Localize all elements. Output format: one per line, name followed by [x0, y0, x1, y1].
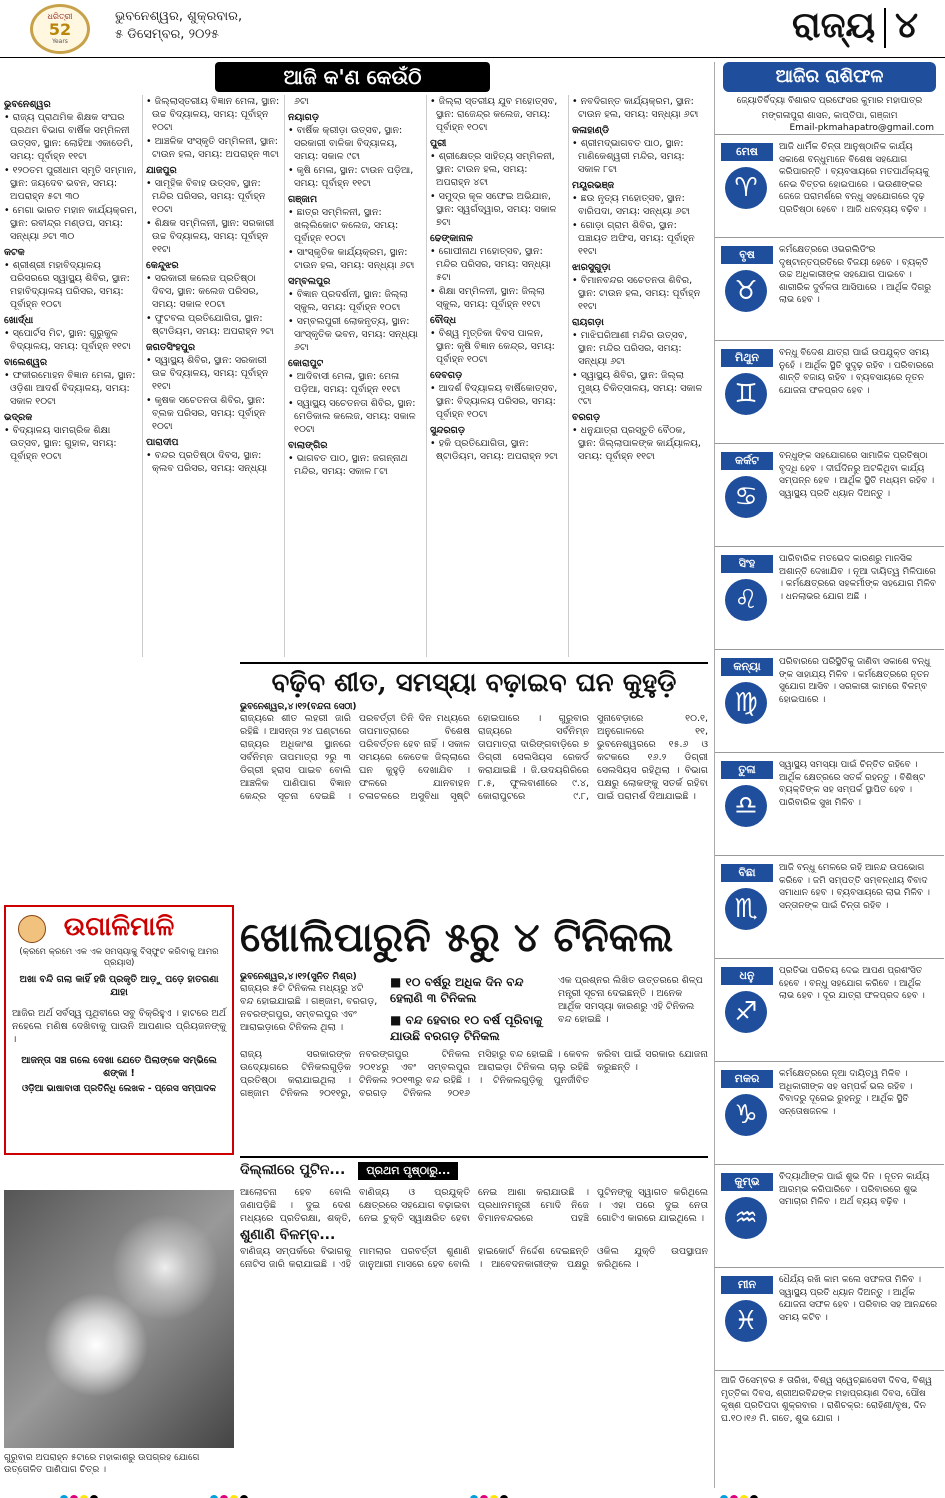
story-court-subhead: ଶୁଣାଣି ବିଳମ୍ବ...: [240, 1227, 336, 1243]
horoscope-item: [715, 443, 944, 546]
continued-tag: ପ୍ରଥମ ପୃଷ୍ଠାରୁ...: [358, 1162, 458, 1180]
story-tinnical-body: ରାଜ୍ୟ ସରକାରଙ୍କ ଉଦ୍ୟୋଗରେ ଟିନିକଲଗୁଡ଼ିକ ପ୍ରତିଷ୍ଠା କରାଯାଇଥିଲା । ଗଞ୍ଜାମ ଟିନିକଲ ୨୦୧୧ରୁ, ନବରଙ୍ଗପୁର ଟିନିକଲ ୨୦୧୪ରୁ ଏବଂ ସମ୍ବଲପୁର ଟିନିକଲ ୨୦୧୩ରୁ ବନ୍ଦ ରହିଛି । ବରଗଡ଼ ଟିନିକଲ ୨୦୧୬ ମସିହାରୁ ବନ୍ଦ ହୋଇଛି । କେବଳ ଆରାଇଡ଼ା ଟିନିକଲ ଚାଲୁ ରହିଛି । ଟିନିକଲଗୁଡ଼ିକୁ ପୁନର୍ଜୀବିତ କରିବା ପାଇଁ ସରକାର ଯୋଜନା କରୁଛନ୍ତି ।: [240, 1049, 708, 1099]
masthead: [0, 0, 945, 58]
horoscope-panel: [714, 62, 944, 1488]
event-item: • ସରକାରୀ କଲେଜ ପ୍ରତିଷ୍ଠା ଦିବସ, ସ୍ଥାନ: କଲେଜ ପରିସର, ସମୟ: ସକାଳ ୧୦ଟା: [146, 273, 259, 310]
event-item: • ଛାତ୍ର ସମ୍ମିଳନୀ, ସ୍ଥାନ: ଖଲ୍ଲିକୋଟ କଲେଜ, ସମୟ: ପୂର୍ବାହ୍ନ ୧୦ଟା: [288, 207, 399, 244]
satellite-caption: ଗୁରୁବାର ଅପରାହ୍ନ ୫ଟାରେ ମହାକାଶରୁ ଉପଗ୍ରହ ଯୋଗେ ଉତ୍ତୋଳିତ ପାଣିପାଗ ଚିତ୍ର ।: [4, 1453, 200, 1475]
event-item: • ସମୁଦ୍ର କୂଳ ସଫେଇ ଅଭିଯାନ, ସ୍ଥାନ: ସ୍ୱର୍ଗଦ୍ୱାର, ସମୟ: ସକାଳ ୭ଟା: [430, 191, 557, 228]
zodiac-sign-label: ମିଥୁନ: [721, 349, 773, 367]
event-item: • ବିଦ୍ୟାଳୟ ସାମଗ୍ରିକ ଶିକ୍ଷା ଉତ୍ସବ, ସ୍ଥାନ: ଗୁହାଳ, ସମୟ: ପୂର୍ବାହ୍ନ ୧୦ଟା: [4, 425, 117, 462]
event-city-heading: ଢେଙ୍କାନାଳ: [430, 233, 473, 244]
horoscope-text: ଆଜି ଧାର୍ମିକ ଚିନ୍ତା ଆନୁଷ୍ଠାନିକ କାର୍ଯ୍ୟ ସକାଶେ ବନ୍ଧୁମାନେ ବିଶେଷ ସହଯୋଗ କରିପାରନ୍ତି । ବ୍ୟବସାୟରେ ମତପାର୍ଥକ୍ୟକୁ ନେଇ ବିତ୍ତର ହୋଇପାରେ । ଭଉଣୀଙ୍କର ଜେଜେ ପରାମର୍ଶରେ ବନ୍ଧୁ ସହଯୋଗରେ ଦୃଢ଼ ପ୍ରତିଷ୍ଠା ହେବେ । ଆଜି ଧନବ୍ୟୟ ବଢ଼ିବ ।: [779, 142, 930, 215]
event-item: • ଶ୍ରୀକ୍ଷେତ୍ର ସାହିତ୍ୟ ସମ୍ମିଳନୀ, ସ୍ଥାନ: ଟାଉନ ହଲ, ସମୟ: ଅପରାହ୍ନ ୪ଟା: [430, 151, 555, 188]
horoscope-text: ପ୍ରତିଭା ପରିଚୟ ଦେଇ ଆପଣ ପ୍ରଶଂସିତ ହେବେ । ବନ୍ଧୁ ସହଯୋଗ କରିବେ । ଆର୍ଥିକ ଲାଭ ହେବ । ଦୂର ଯାତ୍ରା ଫଳପ୍ରଦ ହେବ ।: [779, 966, 925, 1001]
zodiac-sign-label: ମକର: [721, 1070, 773, 1088]
page-number: ୪: [895, 4, 919, 46]
section-title: ରାଜ୍ୟ: [792, 4, 876, 46]
registration-dot-group: [720, 1488, 760, 1498]
event-item: • ଶ୍ରୀମଦ୍ଭାଗବତ ପାଠ, ସ୍ଥାନ: ମାଣିକେଶ୍ୱରୀ ମନ୍ଦିର, ସମୟ: ସକାଳ ୮ଟା: [572, 138, 685, 175]
event-city-heading: ଜଗତସିଂହପୁର: [146, 342, 196, 353]
horoscope-item: [715, 546, 944, 649]
story-winter-fog: [240, 662, 708, 902]
event-city-heading: ଯାଜପୁର: [146, 165, 177, 176]
satellite-weather-image: [4, 1190, 234, 1448]
horoscope-item: [715, 649, 944, 752]
event-city-heading: ସୁନ୍ଦରଗଡ଼: [430, 425, 465, 436]
horoscope-text: ବିଦ୍ୟାର୍ଥୀଙ୍କ ପାଇଁ ଶୁଭ ଦିନ । ନୂତନ କାର୍ଯ୍ୟ ଆରମ୍ଭ କରିପାରିବେ । ପରିବାରରେ ଶୁଭ ସମାଚାର ମିଳିବ । ଅର୍ଥ ବ୍ୟୟ ବଢ଼ିବ ।: [779, 1172, 930, 1207]
astrologer-address: ମଙ୍ଗଳାପୁରା ଶାସନ, କାପ୍ତିପା, ଗଞ୍ଜାମ: [761, 111, 898, 121]
horoscope-text: ବନ୍ଧୁଙ୍କ ସହଯୋଗରେ ସାମାଜିକ ପ୍ରତିଷ୍ଠା ବୃଦ୍ଧି ହେବ । ଦୀର୍ଘଦିନରୁ ଅଟକିଥିବା କାର୍ଯ୍ୟ ସମ୍ପନ୍ନ ହେବ । ଆର୍ଥିକ ସ୍ଥିତି ମଧ୍ୟମ ରହିବ । ସ୍ୱାସ୍ଥ୍ୟ ପ୍ରତି ଧ୍ୟାନ ଦିଅନ୍ତୁ ।: [779, 451, 935, 499]
event-item: • ଜିଲ୍ଲାସ୍ତରୀୟ ବିଜ୍ଞାନ ମେଳା, ସ୍ଥାନ: ଉଚ୍ଚ ବିଦ୍ୟାଳୟ, ସମୟ: ପୂର୍ବାହ୍ନ ୧୦ଟା: [146, 96, 280, 133]
ugali-mali-subtitle: (କ୍ରମେ କ୍ରମେ ଏକ ଏକ ସମସ୍ୟାକୁ ବିସ୍ଫୁଟ କରିବାକୁ ଆମର ପ୍ରୟାସ): [19, 947, 219, 968]
event-city-heading: ସମ୍ବଲପୁର: [288, 276, 331, 287]
event-item: • ସ୍ୱାସ୍ଥ୍ୟ ସଚେତନତା ଶିବିର, ସ୍ଥାନ: ମେଡିକାଲ କଲେଜ, ସମୟ: ସକାଳ ୧୦ଟା: [288, 398, 416, 435]
registration-dot-group: [60, 1488, 100, 1498]
story-tinnical-highlights: [390, 974, 550, 1050]
event-city-heading: ଗଞ୍ଜାମ: [288, 194, 318, 205]
print-registration-marks: [0, 1488, 945, 1498]
event-item: • ଭାଗବତ ପାଠ, ସ୍ଥାନ: ଜଗନ୍ନାଥ ମନ୍ଦିର, ସମୟ: ସକାଳ ୮ଟା: [288, 453, 408, 477]
story-putin-body: ଆଲୋଚନା ହେବ ବୋଲି ଜଣାପଡ଼ିଛି । ଦୁଇ ଦେଶ ମଧ୍ୟରେ ପ୍ରତିରକ୍ଷା, ଶକ୍ତି, ବାଣିଜ୍ୟ ଓ ପ୍ରଯୁକ୍ତି କ୍ଷେତ୍ରରେ ସହଯୋଗ ବଢ଼ାଇବା ନେଇ ଚୁକ୍ତି ସ୍ୱାକ୍ଷରିତ ହେବା ନେଇ ଆଶା କରାଯାଉଛି । ପ୍ରଧାନମନ୍ତ୍ରୀ ମୋଦି ନିଜେ ବିମାନବନ୍ଦରରେ ପହଞ୍ଚି ପୁଟିନଙ୍କୁ ସ୍ୱାଗତ କରିଥିଲେ । ଏହା ପରେ ଦୁଇ ନେତା ଗୋଟିଏ କାରରେ ଯାଇଥିଲେ ।: [240, 1187, 708, 1224]
event-city-heading: ବରଗଡ଼: [572, 412, 601, 423]
event-city-heading: କଳାହାଣ୍ଡି: [572, 125, 610, 136]
event-city-heading: ଝାରସୁଗୁଡ଼ା: [572, 262, 611, 273]
cartoon-face-icon: [18, 915, 46, 943]
horoscope-item: [715, 958, 944, 1061]
zodiac-sign-label: ଧନୁ: [721, 967, 773, 985]
event-item: • ଶ୍ରୀଶ୍ରୀ ମହାବିଦ୍ୟାଳୟ ପରିସରରେ ସ୍ୱାସ୍ଥ୍ୟ ଶିବିର, ସ୍ଥାନ: ମହାବିଦ୍ୟାଳୟ ପରିସର, ସମୟ: ପୂର୍ବାହ୍ନ ୧୦ଟା: [4, 260, 130, 310]
event-city-heading: ବୌଦ୍ଧ: [430, 315, 457, 326]
event-city-heading: ଭୁବନେଶ୍ୱର: [4, 99, 51, 110]
event-city-heading: କଟକ: [4, 247, 25, 258]
horoscope-item: [715, 1267, 944, 1370]
horoscope-item: [715, 1164, 944, 1267]
logo-years: Years: [52, 38, 68, 45]
event-item: • ସମ୍ବଲପୁରୀ ଲୋକନୃତ୍ୟ, ସ୍ଥାନ: ସାଂସ୍କୃତିକ ଭବନ, ସମୟ: ସନ୍ଧ୍ୟା ୬ଟା: [288, 316, 418, 353]
zodiac-symbol-icon: ♈: [725, 167, 767, 209]
astrologer-email[interactable]: Email-pkmahapatro@gmail.com: [789, 123, 934, 133]
event-item: • ୧୨୦ତମ ପୁରୀଧାମ ସ୍ମୃତି ସମ୍ମାନ, ସ୍ଥାନ: ଜୟଦେବ ଭବନ, ସମୟ: ଅପରାହ୍ନ ୫ଟା ୩୦: [4, 165, 137, 202]
story-winter-fog-headline[interactable]: ବଢ଼ିବ ଶୀତ, ସମସ୍ୟା ବଢ଼ାଇବ ଘନ କୁହୁଡ଼ି: [271, 668, 677, 698]
event-city-heading: କେନ୍ଦୁଝର: [146, 260, 179, 271]
zodiac-symbol-icon: ♑: [725, 1094, 767, 1136]
newspaper-logo: [30, 4, 90, 54]
story-winter-fog-byline: ଭୁବନେଶ୍ୱର,୪।୧୨(ବନ୍ଦନା ସେଠୀ): [240, 702, 357, 712]
zodiac-symbol-icon: ♊: [725, 373, 767, 415]
event-item: • ବାର୍ଷିକ କ୍ରୀଡ଼ା ଉତ୍ସବ, ସ୍ଥାନ: ସରକାରୀ ବାଳିକା ବିଦ୍ୟାଳୟ, ସମୟ: ସକାଳ ୯ଟା: [288, 125, 403, 162]
horoscope-text: ସ୍ୱାସ୍ଥ୍ୟ ସମସ୍ୟା ପାଇଁ ଚିନ୍ତିତ ରହିବେ । ଆର୍ଥିକ କ୍ଷେତ୍ରରେ ସତର୍କ ରହନ୍ତୁ । ବିଶିଷ୍ଟ ବ୍ୟକ୍ତିଙ୍କ ସହ ସମ୍ପର୍କ ସ୍ଥାପିତ ହେବ । ପାରିବାରିକ ସୁଖ ମିଳିବ ।: [779, 760, 926, 808]
event-city-heading: ଭଦ୍ରକ: [4, 412, 33, 423]
event-city-heading: ରାୟଗଡ଼ା: [572, 317, 604, 328]
page-divider: [884, 8, 886, 48]
zodiac-symbol-icon: ♌: [725, 579, 767, 621]
event-item: • ଛଉ ନୃତ୍ୟ ମହୋତ୍ସବ, ସ୍ଥାନ: ବାରିପଦା, ସମୟ: ସନ୍ଧ୍ୟା ୬ଟା: [572, 193, 690, 217]
event-item: • ମାଝିଘରିଆଣୀ ମନ୍ଦିର ଉତ୍ସବ, ସ୍ଥାନ: ମନ୍ଦିର ପରିସର, ସମୟ: ସନ୍ଧ୍ୟା ୬ଟା: [572, 330, 688, 367]
horoscope-text: କର୍ମକ୍ଷେତ୍ରରେ ଓଭରଲିଡିଂର ଦୃଷ୍ଟାନ୍ତପ୍ରତିରେ ବିଜୟୀ ହେବେ । ବ୍ୟକ୍ତି ଉଚ୍ଚ ଅଧିକାରୀଙ୍କ ସହଯୋଗ ପାଇବେ । ଶାରୀରିକ ଦୁର୍ବଳତା ଆସିପାରେ । ଆର୍ଥିକ ଦିଗରୁ ଲାଭ ହେବ ।: [779, 245, 932, 305]
story-winter-fog-body: ରାଜ୍ୟରେ ଶୀତ ଲହରୀ ଜାରି ରହିଛି । ଆସନ୍ତା ୨୪ ଘଣ୍ଟାରେ ରାଜ୍ୟର ଅଧିକାଂଶ ସ୍ଥାନରେ ସର୍ବନିମ୍ନ ତାପମାତ୍ରା ୨ରୁ ୩ ଡିଗ୍ରୀ ହ୍ରାସ ପାଇବ ବୋଲି ଆଞ୍ଚଳିକ ପାଣିପାଗ ବିଜ୍ଞାନ କେନ୍ଦ୍ର ସୂଚନା ଦେଇଛି । ପରବର୍ତ୍ତୀ ତିନି ଦିନ ମଧ୍ୟରେ ତାପମାତ୍ରାରେ ବିଶେଷ ପରିବର୍ତ୍ତନ ହେବ ନାହିଁ । ସକାଳ ସମୟରେ କେତେକ ଜିଲ୍ଲାରେ ଘନ କୁହୁଡ଼ି ଦେଖାଯିବ । ଫଳରେ ଯାନବାହନ ଚଳାଚଳରେ ଅସୁବିଧା ସୃଷ୍ଟି ହୋଇପାରେ । ଗୁରୁବାର ରାଜ୍ୟରେ ସର୍ବନିମ୍ନ ତାପମାତ୍ରା ଦାରିଙ୍ଗବାଡ଼ିରେ ୭ ଡିଗ୍ରୀ ସେଲସିୟସ ରେକର୍ଡ କରାଯାଇଛି । ଜି.ଉଦୟଗିରିରେ ୮.୫, ଫୁଲବାଣୀରେ ୯.୪, କୋରାପୁଟରେ ୯.୮, ସୁନାବେଡ଼ାରେ ୧୦.୧, ଅନୁଗୋଳରେ ୧୧, ଭୁବନେଶ୍ୱରରେ ୧୫.୬ ଓ କଟକରେ ୧୬.୨ ଡିଗ୍ରୀ ସେଲସିୟସ ରହିଥିଲା । ବିଭାଗ ପକ୍ଷରୁ ଲୋକଙ୍କୁ ସତର୍କ ରହିବା ପାଇଁ ପରାମର୍ଶ ଦିଆଯାଇଛି ।: [240, 713, 708, 802]
registration-dot-group: [210, 1488, 250, 1498]
zodiac-symbol-icon: ♋: [725, 476, 767, 518]
horoscope-text: କର୍ମକ୍ଷେତ୍ରରେ ନୂଆ ଦାୟିତ୍ୱ ମିଳିବ । ଅଧିକାରୀଙ୍କ ସହ ସମ୍ପର୍କ ଭଲ ରହିବ । ବିବାଦରୁ ଦୂରେଇ ରୁହନ୍ତୁ । ଆର୍ଥିକ ସ୍ଥିତି ସନ୍ତୋଷଜନକ ।: [779, 1069, 913, 1117]
event-item: • ଗୋଡ଼ା ଗ୍ରାମ ଶିବିର, ସ୍ଥାନ: ପଞ୍ଚାୟତ ଅଫିସ, ସମୟ: ପୂର୍ବାହ୍ନ ୧୧ଟା: [572, 220, 695, 257]
zodiac-symbol-icon: ♉: [725, 270, 767, 312]
event-item: • ଗୋପୀନାଥ ମହୋତ୍ସବ, ସ୍ଥାନ: ମନ୍ଦିର ପରିସର, ସମୟ: ସନ୍ଧ୍ୟା ୫ଟା: [430, 246, 551, 283]
horoscope-text: ପରିବାରରେ ପରିସ୍ଥିତିକୁ ଜାଣିବା ସକାଶେ ବନ୍ଧୁ ଙ୍କ ସାହାଯ୍ୟ ମିଳିବ । କର୍ମକ୍ଷେତ୍ରରେ ନୂତନ ସୁଯୋଗ ଆସିବ । ସରକାରୀ କାମରେ ବିଳମ୍ବ ହୋଇପାରେ ।: [779, 657, 931, 705]
horoscope-list: [715, 134, 944, 1370]
event-item: • ସ୍ୱାସ୍ଥ୍ୟ ଶିବିର, ସ୍ଥାନ: ଜିଲ୍ଲା ମୁଖ୍ୟ ଚିକିତ୍ସାଳୟ, ସମୟ: ସକାଳ ୯ଟା: [572, 370, 703, 407]
story-tinnical: [240, 908, 708, 1153]
event-item: • ଫକୀରମୋହନ ବିଜ୍ଞାନ ମେଳା, ସ୍ଥାନ: ଓଡ଼ିଶା ଆଦର୍ଶ ବିଦ୍ୟାଳୟ, ସମୟ: ସକାଳ ୧୦ଟା: [4, 370, 136, 407]
ugali-mali-title: ଉଗାଳିମାଳି: [63, 912, 175, 942]
story-court-body: ବାଣିଜ୍ୟ ସମ୍ପର୍କରେ ବିଭାଗକୁ ନୋଟିସ ଜାରି କରାଯାଇଛି । ଏହି ମାମଲାର ପରବର୍ତ୍ତୀ ଶୁଣାଣି ଜାନୁଆରୀ ମାସରେ ହେବ ବୋଲି ହାଇକୋର୍ଟ ନିର୍ଦ୍ଦେଶ ଦେଇଛନ୍ତି । ଆବେଦନକାରୀଙ୍କ ପକ୍ଷରୁ ଓକିଲ ଯୁକ୍ତି ଉପସ୍ଥାପନ କରିଥିଲେ ।: [240, 1246, 708, 1270]
event-city-heading: ପାରାଦୀପ: [146, 437, 179, 448]
event-item: • ସ୍ପୋର୍ଟସ ମିଟ, ସ୍ଥାନ: ଗୁରୁକୁଳ ବିଦ୍ୟାଳୟ, ସମୟ: ପୂର୍ବାହ୍ନ ୧୧ଟା: [4, 328, 131, 352]
ugali-mali-text: ଆଜିର ଅର୍ଥ ସର୍ବସ୍ୱ ପୃଥିବୀରେ ସବୁ ବିକ୍ରିହୁଏ । ହାଟରେ ଅର୍ଥ ନହେଲେ ମଣିଷ ଦେଖିବାକୁ ପାଉନି ଆପଣାର ପ୍ରିୟଜନଙ୍କୁ ।: [12, 1008, 226, 1045]
horoscope-item: [715, 134, 944, 237]
event-item: • ବିମାନବନ୍ଦର ସଚେତନତା ଶିବିର, ସ୍ଥାନ: ଟାଉନ ହଲ, ସମୟ: ପୂର୍ବାହ୍ନ ୧୧ଟା: [572, 275, 701, 312]
event-item: • ଜିଲ୍ଲା ସ୍ତରୀୟ ଯୁବ ମହୋତ୍ସବ, ସ୍ଥାନ: ରାଜେନ୍ଦ୍ର କଲେଜ, ସମୟ: ପୂର୍ବାହ୍ନ ୧୦ଟା: [430, 96, 558, 133]
story-tinnical-right: ଏକ ପ୍ରଶ୍ନର ଲିଖିତ ଉତ୍ତରରେ ଶିଳ୍ପ ମନ୍ତ୍ରୀ ସୂଚନା ଦେଇଛନ୍ତି । ଅନେକ ଆର୍ଥିକ ସମସ୍ୟା କାରଣରୁ ଏହି ଟିନିକଲ ବନ୍ଦ ହୋଇଛି ।: [558, 975, 703, 1025]
ugali-mali-verse-2: ଆଜନ୍ତା ସଞ୍ଚ ଗଲେ ଦେଖା ଯେତେ ପିଲାଙ୍କେ ସମ୍ଭିଲେ ଶଙ୍କା !: [21, 1055, 217, 1079]
horoscope-item: [715, 340, 944, 443]
event-city-heading: ଦେବଗଡ଼: [430, 370, 463, 381]
zodiac-sign-label: ତୁଳା: [721, 761, 773, 779]
story-putin-kicker[interactable]: ଦିଲ୍ଲୀରେ ପୁଟିନ...: [240, 1162, 346, 1178]
event-item: • ବିଜ୍ଞାନ ପ୍ରଦର୍ଶନୀ, ସ୍ଥାନ: ଜିଲ୍ଲା ସ୍କୁଲ, ସମୟ: ପୂର୍ବାହ୍ନ ୧୦ଟା: [288, 289, 408, 313]
events-header: ଆଜି କ'ଣ କେଉଁଠି: [215, 62, 490, 92]
dateline-date: ୫ ଡିସେମ୍ବର, ୨୦୨୫: [115, 27, 220, 42]
event-item: • ଶିକ୍ଷକ ସମ୍ମିଳନୀ, ସ୍ଥାନ: ସରକାରୀ ଉଚ୍ଚ ବିଦ୍ୟାଳୟ, ସମୟ: ପୂର୍ବାହ୍ନ ୧୧ଟା: [146, 218, 275, 255]
event-city-heading: ମୟୂରଭଞ୍ଜ: [572, 180, 615, 191]
horoscope-item: [715, 1061, 944, 1164]
event-item: • ହକି ପ୍ରତିଯୋଗିତା, ସ୍ଥାନ: ଷ୍ଟାଡିୟମ, ସମୟ: ଅପରାହ୍ନ ୨ଟା: [430, 438, 558, 462]
horoscope-item: [715, 855, 944, 958]
event-city-heading: ନୟାଗଡ଼: [288, 112, 319, 123]
zodiac-sign-label: ବୃଷ: [721, 246, 773, 264]
zodiac-sign-label: କୁମ୍ଭ: [721, 1173, 773, 1191]
logo-number: 52: [48, 20, 72, 39]
zodiac-symbol-icon: ♎: [725, 785, 767, 827]
zodiac-symbol-icon: ♒: [725, 1197, 767, 1239]
horoscope-item: [715, 752, 944, 855]
zodiac-symbol-icon: ♍: [725, 682, 767, 724]
zodiac-symbol-icon: ♏: [725, 888, 767, 930]
zodiac-sign-label: କନ୍ୟା: [721, 658, 773, 676]
highlight-item: ■ ୧୦ ବର୍ଷରୁ ଅଧିକ ଦିନ ବନ୍ଦ ହେଲାଣି ୩ ଟିନିକଲ: [390, 975, 524, 1005]
zodiac-sign-label: ବିଛା: [721, 864, 773, 882]
zodiac-sign-label: ମୀନ: [721, 1276, 773, 1294]
zodiac-sign-label: ସିଂହ: [721, 555, 773, 573]
dateline-place-day: ଭୁବନେଶ୍ୱର, ଶୁକ୍ରବାର,: [115, 9, 243, 24]
event-item: • କୃଷି ମେଳା, ସ୍ଥାନ: ଟାଉନ ପଡ଼ିଆ, ସମୟ: ପୂର୍ବାହ୍ନ ୧୧ଟା: [288, 165, 414, 189]
event-item: • କୃଷକ ସଚେତନତା ଶିବିର, ସ୍ଥାନ: ବ୍ଲକ ପରିସର, ସମୟ: ପୂର୍ବାହ୍ନ ୧୦ଟା: [146, 395, 266, 432]
events-listing: [4, 95, 706, 657]
event-city-heading: ବାଲେଶ୍ୱର: [4, 357, 48, 368]
story-tinnical-byline: ଭୁବନେଶ୍ୱର,୪।୧୨(ସୁନିତ ମିଶ୍ର): [240, 972, 357, 982]
story-tinnical-lead: ରାଜ୍ୟର ୫ଟି ଟିନିକଲ ମଧ୍ୟରୁ ୪ଟି ବନ୍ଦ ହୋଇଯାଇଛି । ଗଞ୍ଜାମ, ବରଗଡ଼, ନବରଙ୍ଗପୁର, ସମ୍ବଲପୁର ଏବଂ ଆରାଇଡ଼ାରେ ଟିନିକଲ ଥିଲା ।: [240, 983, 378, 1033]
astrologer-name: ଜ୍ୟୋତିର୍ବିଦ୍ୟା ବିଶାରଦ ପ୍ରଫେସର କୁମାର ମହାପାତ୍ର: [736, 96, 923, 106]
horoscope-item: [715, 237, 944, 340]
event-item: • ଆଦର୍ଶ ବିଦ୍ୟାଳୟ ବାର୍ଷିକୋତ୍ସବ, ସ୍ଥାନ: ବିଦ୍ୟାଳୟ ପରିସର, ସମୟ: ପୂର୍ବାହ୍ନ ୧୦ଟା: [430, 383, 558, 420]
horoscope-text: ବନ୍ଧୁ ବିଦେଶ ଯାତ୍ରା ପାଇଁ ଉପଯୁକ୍ତ ସମୟ ନୁହେଁ । ଆର୍ଥିକ ସ୍ଥିତି ସୁଦୃଢ଼ ରହିବ । ପରିବାରରେ ଶାନ୍ତି ବଜାୟ ରହିବ । ବ୍ୟବସାୟରେ ନୂତନ ଯୋଜନା ଫଳପ୍ରଦ ହେବ ।: [779, 348, 934, 396]
story-putin-continued: [240, 1156, 708, 1491]
zodiac-symbol-icon: ♓: [725, 1300, 767, 1342]
horoscope-header: ଆଜିର ରାଶିଫଳ: [723, 62, 936, 92]
event-item: • ଶିକ୍ଷା ସମ୍ମିଳନୀ, ସ୍ଥାନ: ଜିଲ୍ଲା ସ୍କୁଲ, ସମୟ: ପୂର୍ବାହ୍ନ ୧୧ଟା: [430, 286, 545, 310]
registration-dot-group: [470, 1488, 510, 1498]
event-item: • ଆଞ୍ଚଳିକ ସଂସ୍କୃତି ସମ୍ମିଳନୀ, ସ୍ଥାନ: ଟାଉନ ହଲ, ସମୟ: ଅପରାହ୍ନ ୩ଟା: [146, 136, 279, 160]
highlight-item: ■ ବନ୍ଦ ହେବାର ୧୦ ବର୍ଷ ପୂରିବାକୁ ଯାଉଛି ବରଗଡ଼ ଟିନିକଲ: [390, 1013, 543, 1043]
logo-name: ଧରିତ୍ରୀ: [47, 12, 73, 21]
event-city-heading: ପୁରୀ: [430, 138, 447, 149]
ugali-mali-box: [4, 905, 234, 1155]
event-item: • ସାଂସ୍କୃତିକ କାର୍ଯ୍ୟକ୍ରମ, ସ୍ଥାନ: ଟାଉନ ହଲ, ସମୟ: ସନ୍ଧ୍ୟା ୬ଟା: [288, 247, 415, 271]
zodiac-sign-label: କର୍କଟ: [721, 452, 773, 470]
event-city-heading: କୋରାପୁଟ: [288, 358, 324, 369]
event-item: • ବନ୍ଦର ପ୍ରତିଷ୍ଠା ଦିବସ, ସ୍ଥାନ: କ୍ଲବ ପରିସର, ସମୟ: ସନ୍ଧ୍ୟା ୬ଟା: [146, 96, 309, 474]
event-item: • ରାଜ୍ୟ ପ୍ରାଥମିକ ଶିକ୍ଷକ ସଂଘର ପ୍ରଥମ ବିଭାଗ ବାର୍ଷିକ ସମ୍ମିଳନୀ ଉତ୍ସବ, ସ୍ଥାନ: ଲୋହିଆ ଏକାଡେମି, ସମୟ: ପୂର୍ବାହ୍ନ ୧୧ଟା: [4, 112, 134, 162]
event-item: • ଆଦିବାସୀ ମେଳା, ସ୍ଥାନ: ମେଳା ପଡ଼ିଆ, ସମୟ: ପୂର୍ବାହ୍ନ ୧୧ଟା: [288, 371, 401, 395]
event-item: • ଧନୁଯାତ୍ରା ପ୍ରସ୍ତୁତି ବୈଠକ, ସ୍ଥାନ: ଜିଲ୍ଲାପାଳଙ୍କ କାର୍ଯ୍ୟାଳୟ, ସମୟ: ପୂର୍ବାହ୍ନ ୧୧ଟା: [572, 425, 701, 462]
event-item: • ମେଗା ଭାରତ ମହାନ କାର୍ଯ୍ୟକ୍ରମ, ସ୍ଥାନ: ରବୀନ୍ଦ୍ର ମଣ୍ଡପ, ସମୟ: ସନ୍ଧ୍ୟା ୬ଟା ୩୦: [4, 205, 138, 242]
event-city-heading: ବାଲାଙ୍ଗିର: [288, 440, 328, 451]
dateline: [115, 8, 242, 44]
event-item: • ସାମୂହିକ ବିବାହ ଉତ୍ସବ, ସ୍ଥାନ: ମନ୍ଦିର ପରିସର, ସମୟ: ପୂର୍ବାହ୍ନ ୧୦ଟା: [146, 178, 266, 215]
horoscope-text: ପାରିବାରିକ ମତଭେଦ କାରଣରୁ ମାନସିକ ଅଶାନ୍ତି ଦେଖାଯିବ । ନୂଆ ଦାୟିତ୍ୱ ମିଳିପାରେ । କର୍ମକ୍ଷେତ୍ରରେ ସହକର୍ମୀଙ୍କ ସହଯୋଗ ମିଳିବ । ଧନଲାଭର ଯୋଗ ଅଛି ।: [779, 554, 937, 602]
event-item: • ବିଶ୍ୱ ମୃତ୍ତିକା ଦିବସ ପାଳନ, ସ୍ଥାନ: କୃଷି ବିଜ୍ଞାନ କେନ୍ଦ୍ର, ସମୟ: ପୂର୍ବାହ୍ନ ୧୦ଟା: [430, 328, 555, 365]
event-item: • ନବଦିଗନ୍ତ କାର୍ଯ୍ୟକ୍ରମ, ସ୍ଥାନ: ଟାଉନ ହଲ, ସମୟ: ସନ୍ଧ୍ୟା ୬ଟା: [572, 96, 699, 120]
story-tinnical-headline[interactable]: ଖୋଲିପାରୁନି ୫ରୁ ୪ ଟିନିକଲ: [240, 914, 674, 961]
horoscope-text: ଧୈର୍ଯ୍ୟ ରଖି କାମ କଲେ ସଫଳତା ମିଳିବ । ସ୍ୱାସ୍ଥ୍ୟ ପ୍ରତି ଧ୍ୟାନ ଦିଅନ୍ତୁ । ଆର୍ଥିକ ଯୋଜନା ସଫଳ ହେବ । ପରିବାର ସହ ଆନନ୍ଦରେ ସମୟ କଟିବ ।: [779, 1275, 938, 1323]
event-city-heading: ଖୋର୍ଦ୍ଧା: [4, 315, 34, 326]
ugali-mali-signature: ଓଡ଼ିଆ ଭାଷାବାସୀ ପ୍ରତିନିଧି ଲେଖକ - ପ୍ରେସ ସମ୍ପାଦକ: [21, 1084, 217, 1094]
horoscope-text: ଆଜି ବନ୍ଧୁ ମେଳରେ ରହି ଆନନ୍ଦ ଉପଭୋଗ କରିବେ । ଜମି ସମ୍ପତ୍ତି ସମ୍ବନ୍ଧୀୟ ବିବାଦ ସମାଧାନ ହେବ । ବ୍ୟବସାୟରେ ଲାଭ ମିଳିବ । ସନ୍ତାନଙ୍କ ପାଇଁ ଚିନ୍ତା ରହିବ ।: [779, 863, 930, 911]
zodiac-symbol-icon: ♐: [725, 991, 767, 1033]
ugali-mali-verse-1: ଅଖା ବନ୍ଦି ଗଲା କାହିଁ ହଜି ପ୍ରକୃତି ଆଡ଼ୁ ପଡ଼େ ହାତଗଣା ଯାହା: [19, 974, 219, 998]
panchang-text: ଆଜି ଡିସେମ୍ବର ୫ ତାରିଖ, ବିଶ୍ୱ ସ୍ୱେଚ୍ଛାସେବୀ ଦିବସ, ବିଶ୍ୱ ମୃତ୍ତିକା ଦିବସ, ଶ୍ରୀଅରବିନ୍ଦଙ୍କ ମହାପ୍ରୟାଣ ଦିବସ, ପୌଷ କୃଷ୍ଣ ପ୍ରତିପଦା ଶୁକ୍ରବାର । ରାଶିଚକ୍ର: ରୋହିଣୀ/ବୃଷ, ଦିନ ଘ.୧୦।୧୬ ମି. ଗତେ, ଶୁଭ ଯୋଗ ।: [715, 1370, 944, 1429]
event-item: • ସ୍ୱାସ୍ଥ୍ୟ ଶିବିର, ସ୍ଥାନ: ସରକାରୀ ଉଚ୍ଚ ବିଦ୍ୟାଳୟ, ସମୟ: ପୂର୍ବାହ୍ନ ୧୧ଟା: [146, 355, 269, 392]
event-item: • ଫୁଟବଲ ପ୍ରତିଯୋଗିତା, ସ୍ଥାନ: ଷ୍ଟାଡିୟମ, ସମୟ: ଅପରାହ୍ନ ୨ଟା: [146, 313, 274, 337]
zodiac-sign-label: ମେଷ: [721, 143, 773, 161]
